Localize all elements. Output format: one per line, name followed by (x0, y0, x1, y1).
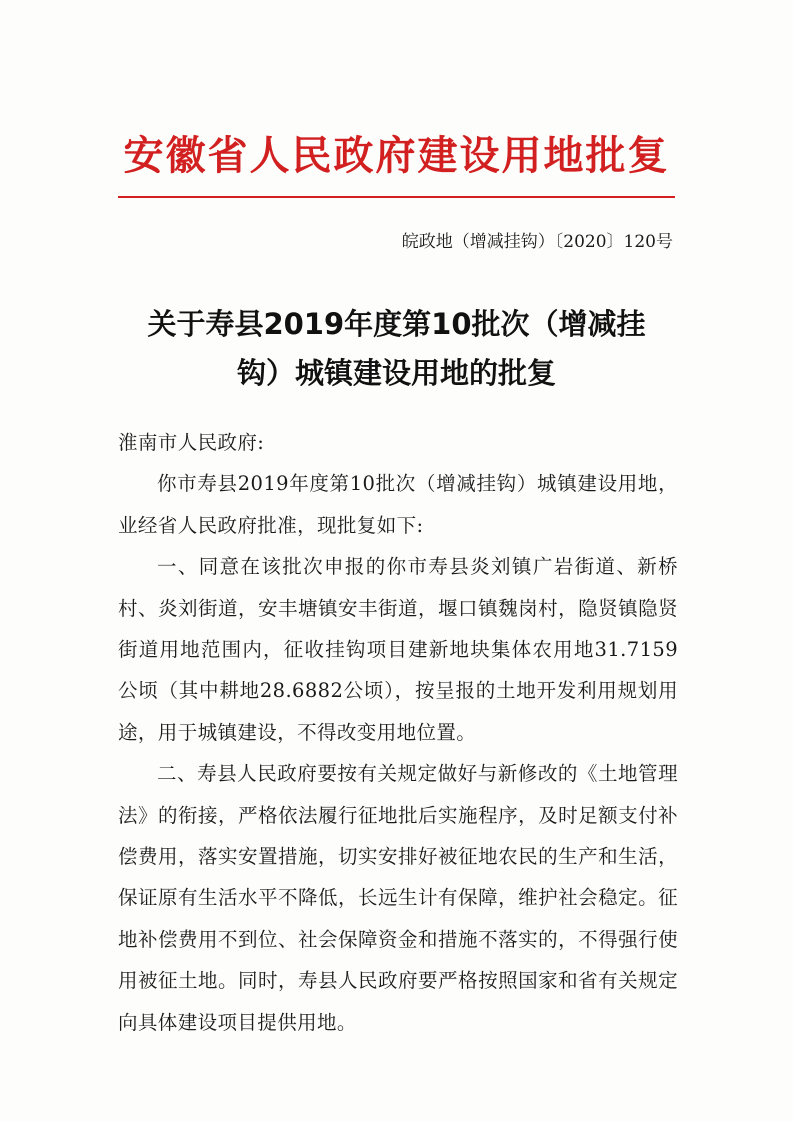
document-body (118, 422, 678, 1043)
header-divider-line (118, 196, 675, 198)
document-title-line-1: 关于寿县2019年度第10批次（增减挂 (147, 307, 646, 341)
document-title (110, 300, 683, 398)
addressee: 淮南市人民政府: (118, 431, 265, 454)
document-header-title: 安徽省人民政府建设用地批复 (123, 132, 670, 179)
paragraph-item-1: 一、同意在该批次申报的你市寿县炎刘镇广岩街道、新桥村、炎刘街道，安丰塘镇安丰街道，堰口镇魏岗村，隐贤镇隐贤街道用地范围内，征收挂钩项目建新地块集体农用地31.7159公顷（其中耕地28.6882公顷），按呈报的土地开发利用规划用途，用于城镇建设，不得改变用地位置。 (118, 555, 678, 744)
document-number: 皖政地（增减挂钩）〔2020〕120号 (401, 232, 673, 252)
paragraph-intro: 你市寿县2019年度第10批次（增减挂钩）城镇建设用地，业经省人民政府批准，现批复如下: (118, 472, 678, 537)
paragraph-item-2: 二、寿县人民政府要按有关规定做好与新修改的《土地管理法》的衔接，严格依法履行征地批后实施程序，及时足额支付补偿费用，落实安置措施，切实安排好被征地农民的生产和生活，保证原有生活水平不降低，长远生计有保障，维护社会稳定。征地补偿费用不到位、社会保障资金和措施不落实的，不得强行使用被征土地。同时，寿县人民政府要严格按照国家和省有关规定向具体建设项目提供用地。 (118, 762, 678, 1034)
document-title-line-2: 钩）城镇建设用地的批复 (236, 356, 556, 390)
